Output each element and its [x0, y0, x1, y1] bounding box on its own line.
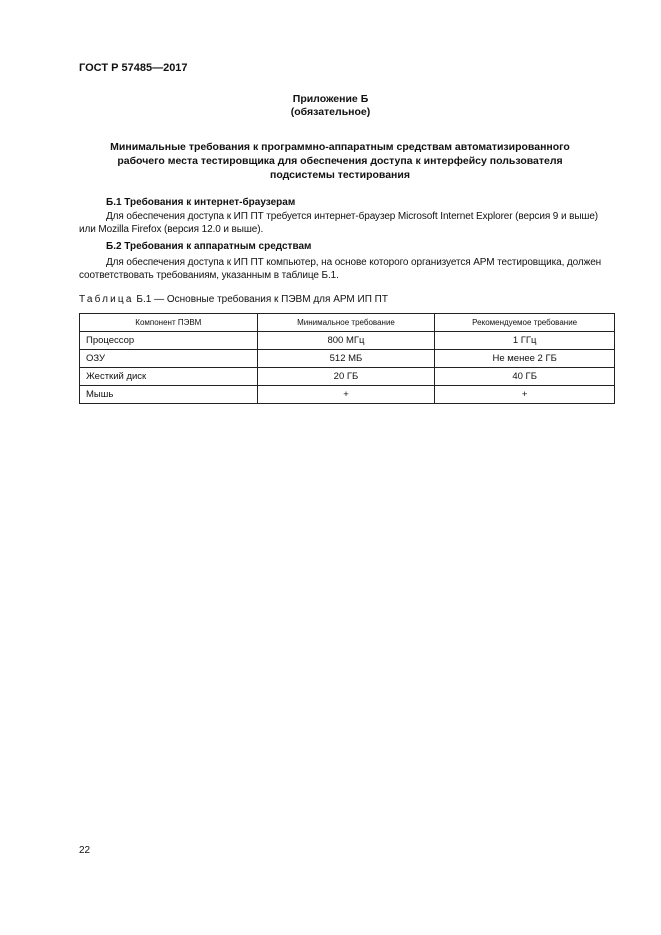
section-b1-heading: Б.1 Требования к интернет-браузерам [106, 197, 296, 208]
annex-heading [0, 93, 661, 119]
table-cell-recommended: + [435, 386, 615, 404]
table-row [80, 350, 615, 368]
section-b1-text: Для обеспечения доступа к ИП ПТ требуется интернет-браузер Microsoft Internet Explorer (версия 9 и выше) или Mozilla Firefox (версия 12.0 и выше). [79, 211, 599, 235]
table-cell-recommended: 40 ГБ [435, 368, 615, 386]
table-cell-component: Жесткий диск [80, 368, 258, 386]
table-row [80, 332, 615, 350]
table-cell-recommended: Не менее 2 ГБ [435, 350, 615, 368]
page-number: 22 [79, 845, 91, 856]
table-header-recommended: Рекомендуемое требование [435, 314, 615, 332]
table-caption [79, 294, 388, 305]
table-cell-minimum: 512 МБ [257, 350, 435, 368]
table-cell-minimum: 20 ГБ [257, 368, 435, 386]
table-row [80, 368, 615, 386]
annex-status: (обязательное) [290, 106, 371, 118]
requirements-table [79, 313, 615, 404]
section-b2-heading: Б.2 Требования к аппаратным средствам [106, 241, 312, 252]
table-header-minimum: Минимальное требование [257, 314, 435, 332]
table-cell-minimum: 800 МГц [257, 332, 435, 350]
section-b2-text: Для обеспечения доступа к ИП ПТ компьютер, на основе которого организуется АРМ тестировщика, должен соответствовать требованиям, указанным в таблице Б.1. [79, 257, 602, 281]
table-cell-component: ОЗУ [80, 350, 258, 368]
document-title: Минимальные требования к программно-аппаратным средствам автоматизированного рабочего места тестировщика для обеспечения доступа к интерфейсу пользователя подсистемы тестирования [110, 141, 570, 181]
table-cell-component: Мышь [80, 386, 258, 404]
standard-header: ГОСТ Р 57485—2017 [79, 62, 188, 74]
table-caption-label: Таблица [79, 294, 134, 305]
table-cell-minimum: + [257, 386, 435, 404]
table-caption-text: Б.1 — Основные требования к ПЭВМ для АРМ ИП ПТ [136, 294, 388, 305]
table-cell-component: Процессор [80, 332, 258, 350]
table-header-row [80, 314, 615, 332]
table-row [80, 386, 615, 404]
table-cell-recommended: 1 ГГц [435, 332, 615, 350]
table-header-component: Компонент ПЭВМ [80, 314, 258, 332]
annex-title: Приложение Б [292, 93, 369, 105]
